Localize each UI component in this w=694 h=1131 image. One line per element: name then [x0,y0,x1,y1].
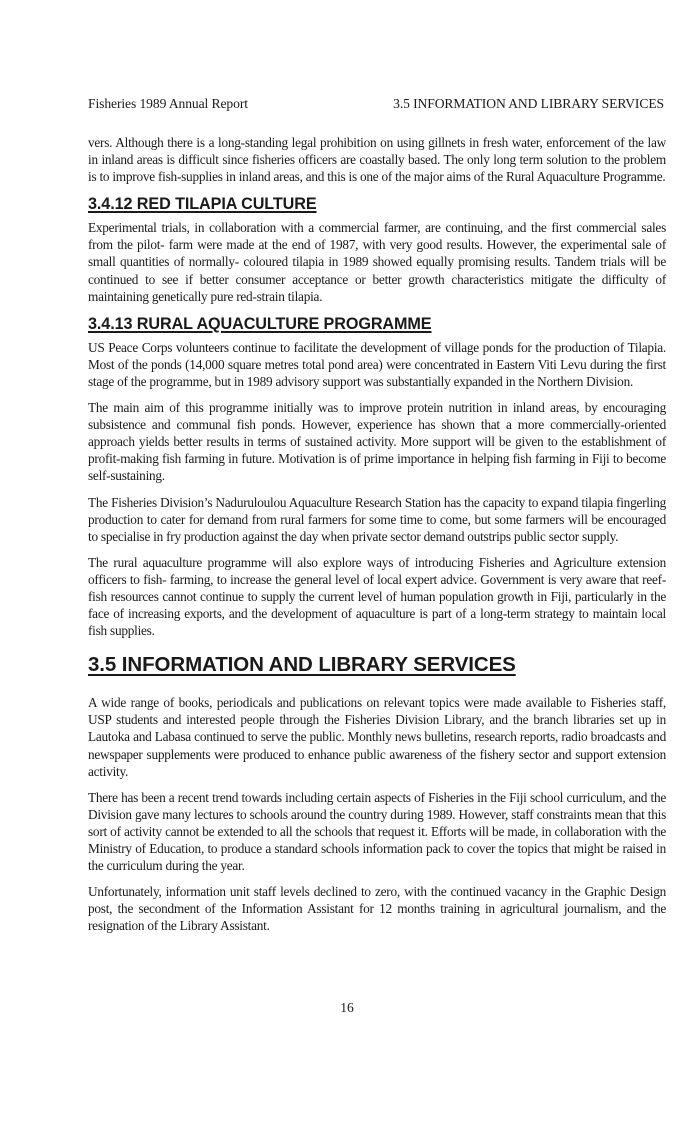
header-report-title: Fisheries 1989 Annual Report [88,96,248,111]
heading-information-library-services: 3.5 INFORMATION AND LIBRARY SERVICES [88,653,516,677]
paragraph-rural-2: The main aim of this programme initially was to improve protein nutrition in inland areas, by encouraging subsistence and communal fish ponds. However, experience has shown that a more commercially-oriented approach yields better results in terms of sustained activity. More support will be given to the establishment of profit-making fish farming in future. Motivation is of prime importance in helping fish farming in Fiji to become self-sustaining. [88,400,666,484]
page-number: 16 [340,1000,354,1015]
paragraph-info-3: Unfortunately, information unit staff levels declined to zero, with the continued vacancy in the Graphic Design post, the secondment of the Information Assistant for 12 months training in agricultural journalism, and the resignation of the Library Assistant. [88,884,666,934]
paragraph-rural-4: The rural aquaculture programme will also explore ways of introducing Fisheries and Agriculture extension officers to fish- farming, to increase the general level of local expert advice. Government is very aware that reef-fish resources cannot continue to supply the current level of human population growth in Fiji, particularly in the face of increasing exports, and the development of aquaculture is part of a long-term strategy to maintain local fish supplies. [88,554,666,639]
heading-red-tilapia-culture: 3.4.12 RED TILAPIA CULTURE [88,195,317,214]
paragraph-info-2: There has been a recent trend towards including certain aspects of Fisheries in the Fiji school curriculum, and the Division gave many lectures to schools around the country during 1989. However, staff constraints mean that this sort of activity cannot be extended to all the schools that request it. Efforts will be made, in collaboration with the Ministry of Education, to produce a standard schools information pack to cover the topics that might be raised in the curriculum during the year. [88,789,666,874]
paragraph-rural-1: US Peace Corps volunteers continue to facilitate the development of village ponds for the production of Tilapia. Most of the ponds (14,000 square metres total pond area) were concentrated in Eastern Viti Levu during the first stage of the programme, but in 1989 advisory support was substantially expanded in the Northern Division. [88,339,666,389]
page-body [88,134,666,943]
paragraph-red-tilapia: Experimental trials, in collaboration with a commercial farmer, are continuing, and the first commercial sales from the pilot- farm were made at the end of 1987, with very good results. However, the experimental sale of small quantities of normally- coloured tilapia in 1989 showed equally promising results. Tandem trials will be continued to see if better consumer acceptance or better growth characteristics mitigate the difficulty of maintaining genetically pure red-strain tilapia. [88,220,666,304]
paragraph-intro: vers. Although there is a long-standing legal prohibition on using gillnets in fresh water, enforcement of the law in inland areas is difficult since fisheries officers are coastally based. The only long term solution to the problem is to improve fish-supplies in inland areas, and this is one of the major aims of the Rural Aquaculture Programme. [88,135,666,185]
running-header [88,96,664,112]
heading-rural-aquaculture: 3.4.13 RURAL AQUACULTURE PROGRAMME [88,314,432,333]
paragraph-info-1: A wide range of books, periodicals and publications on relevant topics were made available to Fisheries staff, USP students and interested people through the Fisheries Division Library, and the branch libraries set up in Lautoka and Labasa continued to serve the public. Monthly news bulletins, research reports, radio broadcasts and newspaper supplements were produced to enhance public awareness of the fishery sector and support extension activity. [88,695,666,779]
paragraph-rural-3: The Fisheries Division’s Naduruloulou Aquaculture Research Station has the capacity to expand tilapia fingerling production to cater for demand from rural farmers for some time to come, but some farmers will be encouraged to specialise in fry production against the day when private sector demand outstrips public sector supply. [88,494,666,544]
header-section-title: 3.5 INFORMATION AND LIBRARY SERVICES [393,96,664,111]
